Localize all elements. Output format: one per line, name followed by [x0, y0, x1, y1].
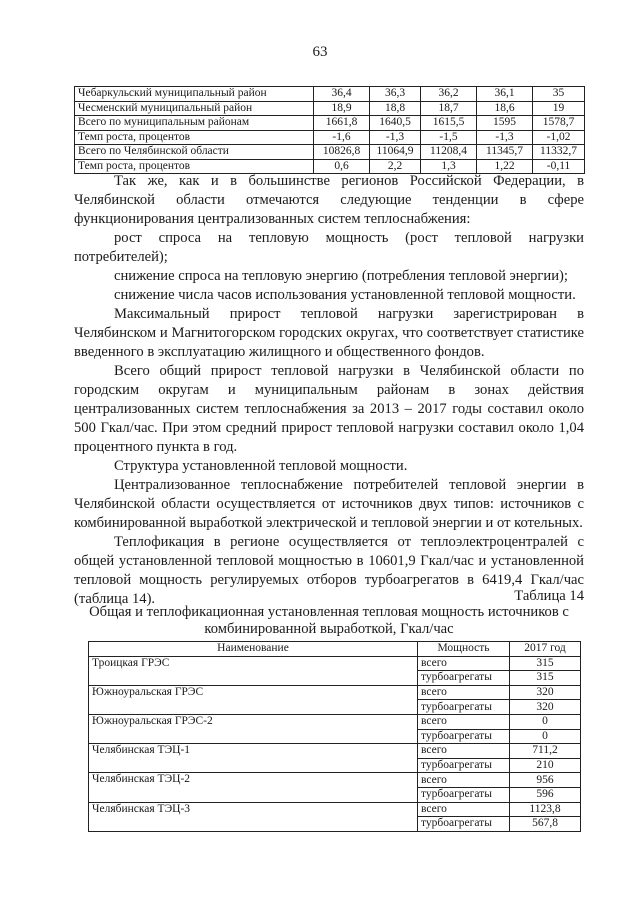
value-cell: -1,5: [421, 130, 477, 145]
value-cell: 18,9: [314, 101, 370, 116]
value-cell: 18,6: [477, 101, 533, 116]
value-cell: 1578,7: [533, 116, 585, 131]
header-cell-year: 2017 год: [510, 642, 581, 657]
row-label-cell: Всего по муниципальным районам: [75, 116, 314, 131]
value-cell: 36,2: [421, 87, 477, 102]
value-cell: -1,3: [477, 130, 533, 145]
table-row: [75, 116, 585, 131]
table-row: [75, 145, 585, 160]
paragraph: рост спроса на тепловую мощность (рост тепловой нагрузки потребителей);: [74, 230, 584, 265]
value-cell: 320: [510, 685, 581, 700]
header-cell-name: Наименование: [89, 642, 418, 657]
value-cell: 320: [510, 700, 581, 715]
table-row: [89, 802, 581, 817]
header-cell-power: Мощность: [418, 642, 510, 657]
value-cell: 36,4: [314, 87, 370, 102]
plant-name-cell: Южноуральская ГРЭС-2: [89, 714, 418, 743]
table-row: [89, 773, 581, 788]
body-text: [74, 172, 584, 609]
plant-name-cell: Челябинская ТЭЦ-3: [89, 802, 418, 831]
paragraph: Так же, как и в большинстве регионов Российской Федерации, в Челябинской области отмечаются следующие тенденции в сфере функционирования централизованных систем теплоснабжения:: [74, 173, 584, 227]
value-cell: 596: [510, 787, 581, 802]
value-cell: 1123,8: [510, 802, 581, 817]
value-cell: 36,1: [477, 87, 533, 102]
value-cell: 11332,7: [533, 145, 585, 160]
value-cell: 1595: [477, 116, 533, 131]
power-type-cell: турбоагрегаты: [418, 787, 510, 802]
paragraph: Структура установленной тепловой мощности.: [114, 458, 408, 474]
value-cell: 0: [510, 729, 581, 744]
value-cell: 210: [510, 758, 581, 773]
power-type-cell: всего: [418, 802, 510, 817]
row-label-cell: Темп роста, процентов: [75, 159, 314, 174]
value-cell: 11064,9: [370, 145, 421, 160]
plant-name-cell: Южноуральская ГРЭС: [89, 685, 418, 714]
paragraph: снижение числа часов использования установленной тепловой мощности.: [114, 287, 576, 303]
plant-name-cell: Челябинская ТЭЦ-2: [89, 773, 418, 802]
value-cell: -1,02: [533, 130, 585, 145]
power-type-cell: всего: [418, 685, 510, 700]
heat-load-table: [74, 86, 585, 174]
value-cell: 1640,5: [370, 116, 421, 131]
value-cell: 0,6: [314, 159, 370, 174]
paragraph: Максимальный прирост тепловой нагрузки зарегистрирован в Челябинском и Магнитогорском городских округах, что соответствует статистике введенного в эксплуатацию жилищного и общественного фондов.: [74, 306, 584, 360]
value-cell: 2,2: [370, 159, 421, 174]
value-cell: 1615,5: [421, 116, 477, 131]
value-cell: -1,3: [370, 130, 421, 145]
value-cell: 0: [510, 714, 581, 729]
power-type-cell: всего: [418, 656, 510, 671]
value-cell: 1,22: [477, 159, 533, 174]
capacity-table: [88, 641, 581, 832]
table-row: [89, 744, 581, 759]
paragraph: Централизованное теплоснабжение потребителей тепловой энергии в Челябинской области осуществляется от источников двух типов: источников с комбинированной выработкой электрической и тепловой энергии и от котельных.: [74, 477, 584, 531]
power-type-cell: турбоагрегаты: [418, 758, 510, 773]
power-type-cell: всего: [418, 744, 510, 759]
table-label: Таблица 14: [514, 588, 584, 604]
power-type-cell: турбоагрегаты: [418, 671, 510, 686]
table-title-line: Общая и теплофикационная установленная тепловая мощность источников с: [89, 604, 569, 620]
table-row: [89, 714, 581, 729]
value-cell: 18,8: [370, 101, 421, 116]
value-cell: 567,8: [510, 817, 581, 832]
table-header-row: [89, 642, 581, 657]
power-type-cell: турбоагрегаты: [418, 817, 510, 832]
table-row: [75, 130, 585, 145]
value-cell: 11208,4: [421, 145, 477, 160]
table-title: [74, 604, 584, 638]
paragraph: Всего общий прирост тепловой нагрузки в Челябинской области по городским округам и муниципальным районам в зонах действия централизованных систем теплоснабжения за 2013 – 2017 годы составил около 500 Гкал/час. При этом средний прирост тепловой нагрузки составил около 1,04 процентного пункта в год.: [74, 363, 584, 455]
row-label-cell: Чебаркульский муниципальный район: [75, 87, 314, 102]
power-type-cell: турбоагрегаты: [418, 729, 510, 744]
value-cell: 1,3: [421, 159, 477, 174]
paragraph: Теплофикация в регионе осуществляется от теплоэлектроцентралей с общей установленной тепловой мощностью в 10601,9 Гкал/час и установленной тепловой мощность регулируемых отборов турбоагрегатов в 6419,4 Гкал/час (таблица 14).: [74, 534, 584, 607]
table-row: [89, 685, 581, 700]
value-cell: 36,3: [370, 87, 421, 102]
table-row: [89, 656, 581, 671]
value-cell: 35: [533, 87, 585, 102]
power-type-cell: турбоагрегаты: [418, 700, 510, 715]
plant-name-cell: Троицкая ГРЭС: [89, 656, 418, 685]
table-row: [75, 101, 585, 116]
page-number: 63: [312, 44, 328, 60]
paragraph: снижение спроса на тепловую энергию (потребления тепловой энергии);: [114, 268, 568, 284]
value-cell: 10826,8: [314, 145, 370, 160]
value-cell: -0,11: [533, 159, 585, 174]
value-cell: 956: [510, 773, 581, 788]
plant-name-cell: Челябинская ТЭЦ-1: [89, 744, 418, 773]
power-type-cell: всего: [418, 714, 510, 729]
value-cell: 11345,7: [477, 145, 533, 160]
table-title-line: комбинированной выработкой, Гкал/час: [204, 621, 454, 637]
value-cell: 315: [510, 671, 581, 686]
row-label-cell: Темп роста, процентов: [75, 130, 314, 145]
value-cell: 315: [510, 656, 581, 671]
value-cell: -1,6: [314, 130, 370, 145]
table-row: [75, 87, 585, 102]
row-label-cell: Чесменский муниципальный район: [75, 101, 314, 116]
value-cell: 19: [533, 101, 585, 116]
value-cell: 18,7: [421, 101, 477, 116]
row-label-cell: Всего по Челябинской области: [75, 145, 314, 160]
power-type-cell: всего: [418, 773, 510, 788]
value-cell: 1661,8: [314, 116, 370, 131]
value-cell: 711,2: [510, 744, 581, 759]
